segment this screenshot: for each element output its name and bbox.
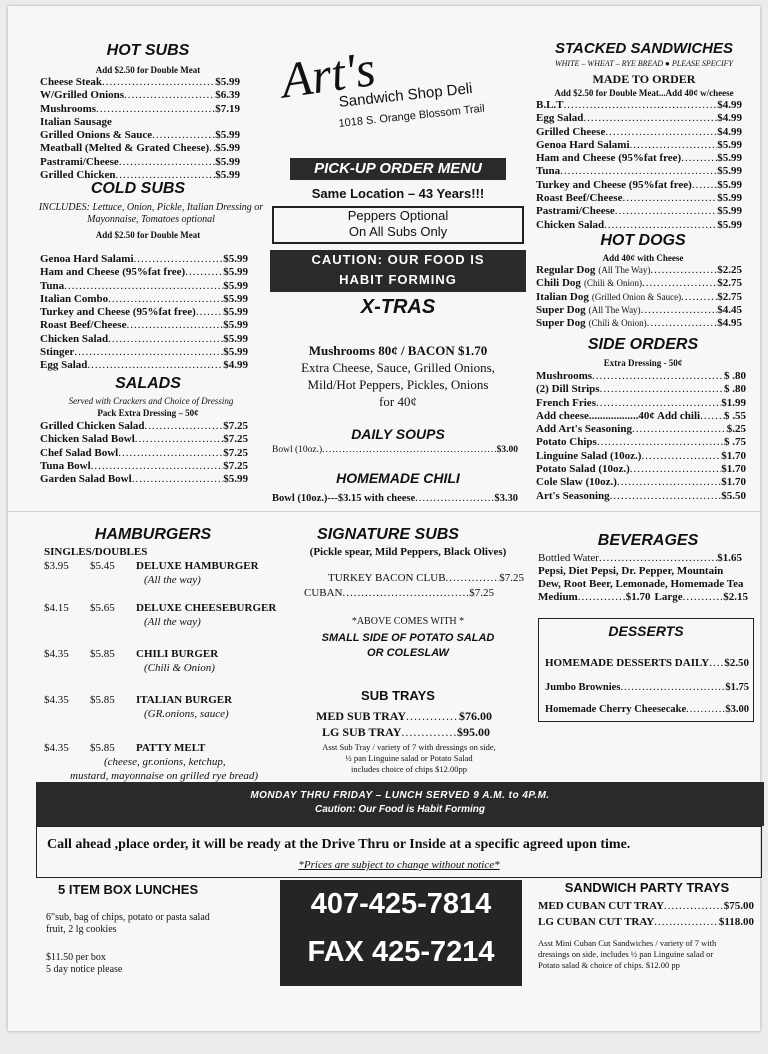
menu-item-price: $5.99	[717, 218, 742, 231]
hot-dogs-note: Add 40¢ with Cheese	[602, 253, 684, 263]
menu-item-price: $4.99	[717, 125, 742, 138]
leader-dots	[564, 99, 718, 112]
menu-item-price: $5.99	[215, 169, 240, 182]
box-lunches-price: $11.50 per box 5 day notice please	[46, 952, 123, 975]
peppers-box: Peppers Optional On All Subs Only	[272, 206, 524, 244]
menu-item-price: $ .80	[724, 370, 746, 382]
fax-number: FAX 425-7214	[307, 936, 495, 968]
leader-dots	[641, 304, 718, 317]
menu-item-detail: (Chili & Onion)	[588, 318, 647, 329]
desserts-box	[538, 618, 754, 722]
leader-dots	[630, 139, 718, 152]
menu-item-price: $4.99	[717, 112, 742, 125]
menu-item-name: Meatball (Melted & Grated Cheese)	[40, 142, 210, 155]
menu-item-row	[40, 156, 240, 169]
signature-item: TURKEY BACON CLUB ..... $7.25	[328, 572, 524, 585]
menu-item-name: Regular Dog	[536, 264, 596, 276]
chili-heading: HOMEMADE CHILI	[336, 470, 460, 486]
menu-item-row	[536, 139, 742, 152]
menu-item-price: $2.25	[717, 264, 742, 276]
salads-list	[40, 420, 248, 486]
menu-item-name: Add Art's Seasoning	[536, 423, 632, 436]
leader-dots	[91, 460, 224, 473]
menu-item-price: $ .75	[724, 436, 746, 449]
signature-item: CUBAN ..... $7.25	[304, 587, 494, 600]
party-trays-heading: SANDWICH PARTY TRAYS	[564, 880, 730, 895]
menu-item-name: Chili Dog	[536, 277, 581, 290]
menu-item-row	[536, 112, 742, 125]
signature-note: (Pickle spear, Mild Peppers, Black Olives)	[309, 546, 507, 558]
menu-item-name: Genoa Hard Salami	[536, 138, 630, 151]
menu-item-price: $5.99	[223, 346, 248, 359]
hot-subs-heading: HOT SUBS	[106, 42, 190, 59]
menu-item-row	[536, 383, 746, 396]
menu-item-row	[40, 103, 240, 116]
menu-item-row	[536, 370, 746, 383]
menu-item-row	[536, 317, 742, 330]
menu-item-row	[536, 397, 746, 410]
menu-sheet: HOT SUBS Add $2.50 for Double Meat Cheese Steak ..... $5.99 W/Grilled Onions ..... $6.39 Mushrooms ..... $7.19 Italian Sausage Grilled Onions & Sauce ..... $5.99 Meatball (Melted & Grated Cheese) ..... $5.99 Pastrami/Cheese ..... $5.99 Grilled Chicken ..... $5.99 COLD SUBS INCLUDES: Lettuce, Onion, Pickle, Italian Dressing or Mayonnaise, Tomatoes optional Add $2.50 for Double Meat Genoa Hard Salami ..... $5.99 Ham and Cheese (95%fat free) ..... $5.99 Tuna ..... $5.99 Italian Combo ..... $5.99 Turkey and Cheese (95%fat free) ..... $5.99 Roast Beef/Cheese ..... $5.99 Chicken Salad ..... $5.99 Stinger ..... $5.99 Egg Salad ..... $4.99 SALADS Served with Crackers and Choice of Dressing Pack Extra Dressing – 50¢ Grilled Chicken Salad ..... $7.25 Chicken Salad Bowl ..... $7.25 Chef Salad Bowl ..... $7.25 Tuna Bowl ..... $7.25 Garden Salad Bowl ..... $5.99 Art's Sandwich Shop Deli 1018 S. Orange Blossom Trail PICK-UP ORDER MENU Same Location – 43 Years!!! Peppers Optional On All Subs Only CAUTION: OUR FOOD IS HABIT FORMING X-TRAS Mushrooms 80¢ / BACON $1.70 Extra Cheese, Sauce, Grilled Onions, Mild/Hot Peppers, Pickles, Onions for 40¢ DAILY SOUPS Bowl (10oz.) ..... $3.00 HOMEMADE CHILI Bowl (10oz.)---$3.15 with cheese ..... $3.30 STACKED SANDWICHES WHITE – WHEAT – RYE BREAD ● PLEASE SPECIFY MADE TO ORDER Add $2.50 for Double Meat...Add 40¢ w/cheese B.L.T ..... $4.99 Egg Salad ..... $4.99 Grilled Cheese ..... $4.99 Genoa Hard Salami ..... $5.99 Ham and Cheese (95%fat free) ..... $5.99 Tuna ..... $5.99 Turkey and Cheese (95%fat free) ..... $5.99 Roast Beef/Cheese ..... $5.99 Pastrami/Cheese ..... $5.99 Chicken Salad ..... $5.99 HOT DOGS Add 40¢ with Cheese Regular Dog (All The Way) ..... $2.25 Chili Dog (Chili & Onion) ..... $2.75 Italian Dog (Grilled Onion & Sauce) ..... $2.75 Super Dog (All The Way) ..... $4.45 Super Dog (Chili & Onion) ..... $4.95 SIDE ORDERS Extra Dressing - 50¢ Mushrooms ..... $ .80 (2) Dill Strips ..... $ .80 French Fries ..... $1.99 Add cheese..................40¢ Add chili ..... $ .55 Add Art's Seasoning ..... $.25 Potato Chips ..... $ .75 Linguine Salad (10oz.) ..... $1.70 Potato Salad (10oz.) ..... $1.70 Cole Slaw (10oz.) ..... $1.70 Art's Seasoning ..... $5.50 HAMBURGERS SINGLES/DOUBLES $3.95 $5.45 DELUXE HAMBURGER (All the way) $4.15 $5.65 DELUXE CHEESEBURGER (All the way) $4.35 $5.85 CHILI BURGER (Chili & Onion) $4.35 $5.85 ITALIAN BURGER (GR.onions, sauce) $4.35 $5.85 PATTY MELT (cheese, gr.onions, ketchup, mustard, mayonnaise on grilled rye bread) SIGNATURE SUBS (Pickle spear, Mild Peppers, Black Olives) TURKEY BACON CLUB ..... $7.25 CUBAN ..... $7.25 *ABOVE COMES WITH * SMALL SIDE OF POTATO SALAD OR COLESLAW SUB TRAYS MED SUB TRAY ..... $76.00 LG SUB TRAY ..... $95.00 Asst Sub Tray / variety of 7 with dressings on side, ½ pan Linguine salad or Potato Salad includes choice of chips $12.00pp BEVERAGES Bottled Water ..... $1.65 Pepsi, Diet Pepsi, Dr. Pepper, Mountain Dew, Root Beer, Lemonade, Homemade Tea Medium ..... $1.70 Large ..... $2.15 DESSERTS HOMEMADE DESSERTS DAILY ..... $2.50 Jumbo Brownies ..... $1.75 Homemade Cherry Cheesecake ..... $3.00 MONDAY THRU FRIDAY – LUNCH SERVED 9 A.M. to 4P.M. Caution: Our Food is Habit Forming Call ahead ,place order, it will be ready at the Drive Thru or Inside at a specific agreed upon time. *Prices are subject to change without notice* 5 ITEM BOX LUNCHES 6"sub, bag of chips, potato or pasta salad fruit, 2 lg cookies $11.50 per box 5 day notice please 407-425-7814 FAX 425-7214 SANDWICH PARTY TRAYS MED CUBAN CUT TRAY ..... $75.00 LG CUBAN CUT TRAY ..... $118.00 Asst Mini Cuban Cut Sandwiches / variety of 7 with dressings on side, includes ½ pan Linguine salad or Potato salad & choice of chips. $12.00 pp	[8, 6, 760, 1031]
menu-item-name: Pastrami/Cheese	[536, 205, 615, 218]
menu-item-price: $5.99	[717, 152, 742, 165]
leader-dots	[600, 383, 724, 396]
menu-item-name: Genoa Hard Salami	[40, 253, 134, 265]
leader-dots	[615, 205, 717, 218]
menu-item-row	[536, 165, 742, 178]
leader-dots	[692, 179, 717, 192]
menu-item-row	[536, 450, 746, 463]
side-orders-heading: SIDE ORDERS	[587, 336, 699, 353]
dessert-item: Homemade Cherry Cheesecake ..... $3.00	[545, 703, 749, 716]
leader-dots	[597, 436, 724, 449]
party-tray-item: LG CUBAN CUT TRAY ..... $118.00	[538, 916, 754, 929]
party-trays-desc: Asst Mini Cuban Cut Sandwiches / variety of 7 with dressings on side, includes ½ pan Linguine salad or Potato salad & choice of chips. $12.00 pp	[538, 938, 717, 970]
menu-item-name: Italian Combo	[40, 292, 109, 305]
menu-item-price: $5.99	[717, 178, 742, 191]
menu-item-price: $5.99	[223, 473, 248, 486]
menu-item-row	[40, 420, 248, 433]
menu-item-name: Grilled Onions & Sauce	[40, 129, 153, 142]
menu-item-name: Cheese Steak	[40, 76, 103, 88]
leader-dots	[641, 450, 721, 463]
menu-item-row	[40, 447, 248, 460]
cold-subs-heading: COLD SUBS	[90, 180, 186, 197]
made-to-order: MADE TO ORDER	[592, 72, 696, 86]
menu-item-price: $5.99	[223, 292, 248, 305]
stacked-breads: WHITE – WHEAT – RYE BREAD ● PLEASE SPECIFY	[554, 59, 733, 68]
salads-note-1: Served with Crackers and Choice of Dressing	[68, 396, 234, 406]
leader-dots	[622, 192, 717, 205]
menu-item-price: $4.99	[717, 99, 742, 111]
menu-item-row	[536, 463, 746, 476]
menu-item-name: Ham and Cheese (95%fat free)	[536, 152, 682, 165]
menu-item-name: Super Dog	[536, 317, 586, 330]
menu-item-row	[536, 219, 742, 232]
box-lunches-desc: 6"sub, bag of chips, potato or pasta salad fruit, 2 lg cookies	[46, 912, 210, 935]
daily-soups-heading: DAILY SOUPS	[351, 426, 445, 442]
menu-item-row	[536, 152, 742, 165]
menu-item-name: Italian Sausage	[40, 115, 112, 128]
sodas-text: Pepsi, Diet Pepsi, Dr. Pepper, Mountain Dew, Root Beer, Lemonade, Homemade Tea	[538, 565, 744, 590]
menu-item-row	[40, 89, 240, 102]
menu-item-row	[536, 192, 742, 205]
menu-item-price: $1.70	[721, 463, 746, 476]
leader-dots	[135, 433, 224, 446]
menu-item-row	[40, 460, 248, 473]
menu-item-row	[536, 291, 742, 304]
xtras-heading: X-TRAS	[360, 296, 436, 318]
pickup-order-banner: PICK-UP ORDER MENU	[290, 158, 506, 180]
menu-item-detail: (Chili & Onion)	[583, 278, 642, 289]
leader-dots	[152, 129, 215, 142]
stacked-note: Add $2.50 for Double Meat...Add 40¢ w/cheese	[554, 88, 734, 98]
menu-item-price: $5.99	[717, 138, 742, 151]
menu-item-price: $7.25	[223, 446, 248, 459]
xtras-text: Mushrooms 80¢ / BACON $1.70 Extra Cheese, Sauce, Grilled Onions, Mild/Hot Peppers, Pickles, Onions for 40¢	[301, 343, 495, 409]
menu-item-row	[536, 490, 746, 503]
leader-dots	[102, 76, 215, 89]
call-ahead-box: Call ahead ,place order, it will be ready at the Drive Thru or Inside at a specific agreed upon time. *Prices are subject to change without notice*	[36, 826, 762, 878]
side-orders-note: Extra Dressing - 50¢	[603, 358, 683, 368]
sub-tray-item: LG SUB TRAY ..... $95.00	[322, 726, 490, 739]
lunch-hours-banner: MONDAY THRU FRIDAY – LUNCH SERVED 9 A.M. to 4P.M. Caution: Our Food is Habit Forming	[36, 782, 764, 826]
menu-item-price: $7.25	[223, 459, 248, 472]
leader-dots	[145, 420, 224, 433]
leader-dots	[132, 473, 224, 486]
menu-item-name: Egg Salad	[40, 359, 88, 372]
menu-item-row	[40, 266, 248, 279]
menu-item-name: Roast Beef/Cheese	[40, 319, 127, 332]
menu-item-row	[40, 280, 248, 293]
leader-dots	[74, 346, 223, 359]
menu-item-detail: (All The Way)	[588, 304, 641, 315]
menu-item-row	[40, 306, 248, 319]
fold-line	[8, 511, 760, 512]
leader-dots	[596, 397, 721, 410]
menu-item-row	[536, 436, 746, 449]
menu-item-price: $5.99	[717, 192, 742, 205]
menu-item-name: Chicken Salad	[40, 332, 109, 345]
menu-item-row	[40, 76, 240, 89]
logo: Art's Sandwich Shop Deli 1018 S. Orange Blossom Trail	[277, 39, 486, 130]
menu-item-price: $5.99	[223, 253, 248, 265]
menu-item-name: Art's Seasoning	[536, 489, 610, 502]
above-comes-with: *ABOVE COMES WITH *	[351, 616, 465, 627]
menu-item-name: Italian Dog	[536, 290, 589, 303]
menu-item-name: Chef Salad Bowl	[40, 446, 119, 459]
leader-dots	[96, 103, 215, 116]
menu-item-name: Potato Chips	[536, 436, 597, 449]
leader-dots	[605, 126, 717, 139]
menu-item-row	[536, 423, 746, 436]
menu-item-price: $5.99	[223, 266, 248, 279]
leader-dots	[592, 370, 724, 383]
stacked-list	[536, 99, 742, 232]
sub-trays-desc: Asst Sub Tray / variety of 7 with dressings on side, ½ pan Linguine salad or Potato Salad includes choice of chips $12.00pp	[322, 742, 496, 774]
party-tray-item: MED CUBAN CUT TRAY ..... $75.00	[538, 900, 754, 913]
dessert-item: HOMEMADE DESSERTS DAILY ..... $2.50	[545, 657, 749, 670]
menu-item-price: $5.99	[215, 155, 240, 168]
salads-note-2: Pack Extra Dressing – 50¢	[97, 408, 199, 418]
menu-item-row	[536, 304, 742, 317]
menu-item-price: $5.99	[223, 306, 248, 319]
leader-dots	[87, 359, 223, 372]
menu-item-name: Stinger	[40, 346, 75, 359]
menu-item-name: B.L.T	[536, 99, 564, 111]
menu-item-name: Potato Salad (10oz.)	[536, 463, 630, 476]
menu-item-name: Add cheese..................40¢ Add chili	[536, 409, 701, 422]
leader-dots	[108, 333, 223, 346]
menu-item-row	[40, 129, 240, 142]
menu-item-row	[40, 293, 248, 306]
menu-item-price: $.25	[726, 423, 746, 436]
leader-dots	[700, 410, 724, 423]
menu-item-price: $ .80	[724, 383, 746, 396]
leader-dots	[647, 317, 718, 330]
menu-item-price: $5.99	[215, 142, 240, 155]
menu-item-row	[40, 359, 248, 372]
leader-dots	[185, 266, 223, 279]
singles-doubles-label: SINGLES/DOUBLES	[44, 546, 148, 558]
menu-item-name: Grilled Chicken	[40, 169, 116, 182]
menu-item-row	[40, 116, 240, 129]
menu-item-price: $5.99	[717, 165, 742, 178]
salads-heading: SALADS	[115, 375, 181, 392]
leader-dots	[560, 165, 717, 178]
cold-subs-note: Add $2.50 for Double Meat	[95, 230, 201, 240]
desserts-heading: DESSERTS	[608, 623, 684, 639]
menu-item-name: Tuna	[536, 165, 561, 178]
menu-item-price: $1.70	[721, 476, 746, 489]
leader-dots	[630, 463, 721, 476]
leader-dots	[126, 319, 223, 332]
menu-item-price: $1.99	[721, 396, 746, 409]
sub-trays-heading: SUB TRAYS	[361, 688, 435, 703]
menu-item-row	[40, 473, 248, 486]
leader-dots	[604, 219, 717, 232]
sub-tray-item: MED SUB TRAY ..... $76.00	[316, 710, 492, 723]
leader-dots	[583, 112, 717, 125]
same-location-text: Same Location – 43 Years!!!	[311, 186, 485, 201]
menu-item-row	[40, 333, 248, 346]
side-orders-list	[536, 370, 746, 503]
leader-dots	[681, 291, 717, 304]
leader-dots	[134, 253, 224, 266]
box-lunches-heading: 5 ITEM BOX LUNCHES	[58, 882, 199, 897]
menu-item-price: $2.75	[717, 290, 742, 303]
hot-dogs-heading: HOT DOGS	[600, 232, 686, 249]
leader-dots	[610, 490, 722, 503]
menu-item-price: $5.50	[721, 489, 746, 502]
menu-item-row	[40, 142, 240, 155]
menu-item-name: Linguine Salad (10oz.)	[536, 449, 642, 462]
menu-item-price: $4.99	[223, 359, 248, 372]
menu-item-name: Tuna Bowl	[40, 459, 91, 472]
menu-item-price: $4.95	[717, 317, 742, 330]
menu-item-price: $ .55	[724, 409, 746, 422]
menu-item-price: $6.39	[215, 89, 240, 102]
menu-item-name: Ham and Cheese (95%fat free)	[40, 266, 186, 279]
menu-item-row	[536, 264, 742, 277]
leader-dots	[108, 293, 223, 306]
menu-item-name: Grilled Cheese	[536, 125, 606, 138]
menu-item-name: Tuna	[40, 279, 65, 292]
leader-dots	[118, 447, 223, 460]
menu-item-detail: (Grilled Onion & Sauce)	[591, 291, 682, 302]
menu-item-name: Mushrooms	[40, 102, 97, 115]
menu-item-price: $2.75	[717, 277, 742, 290]
menu-item-name: Egg Salad	[536, 112, 584, 125]
menu-item-price: $5.99	[215, 129, 240, 142]
dessert-item: Jumbo Brownies ..... $1.75	[545, 681, 749, 694]
beverage-sizes-row: Medium ..... $1.70 Large ..... $2.15	[538, 591, 748, 604]
menu-item-detail: (All The Way)	[598, 265, 651, 275]
leader-dots	[196, 306, 223, 319]
menu-item-price: $1.70	[721, 449, 746, 462]
menu-item-name: Super Dog	[536, 303, 586, 316]
menu-item-name: W/Grilled Onions	[40, 89, 125, 102]
menu-item-row	[536, 476, 746, 489]
leader-dots	[119, 156, 215, 169]
chili-row: Bowl (10oz.)---$3.15 with cheese ..... $3.30	[272, 492, 518, 505]
menu-item-name: Garden Salad Bowl	[40, 473, 132, 486]
beverages-heading: BEVERAGES	[597, 532, 699, 549]
menu-item-row	[40, 253, 248, 266]
leader-dots	[681, 152, 717, 165]
menu-item-row	[40, 346, 248, 359]
soup-bowl-row: Bowl (10oz.) ..... $3.00	[272, 444, 518, 457]
phone-box	[280, 880, 522, 986]
hot-subs-list	[40, 76, 240, 182]
menu-item-row	[536, 99, 742, 112]
leader-dots	[617, 476, 721, 489]
bottled-water-row: Bottled Water ..... $1.65	[538, 552, 742, 565]
menu-item-name: (2) Dill Strips	[536, 383, 600, 396]
menu-item-row	[536, 179, 742, 192]
menu-item-name: Pastrami/Cheese	[40, 155, 119, 168]
menu-item-price: $5.99	[223, 319, 248, 332]
menu-item-row	[536, 410, 746, 423]
leader-dots	[64, 280, 223, 293]
menu-item-row	[536, 277, 742, 290]
menu-item-price: $5.99	[223, 279, 248, 292]
menu-item-row	[40, 319, 248, 332]
menu-item-price: $7.19	[215, 102, 240, 115]
comes-with-sides: SMALL SIDE OF POTATO SALAD OR COLESLAW	[321, 632, 495, 659]
hot-subs-note: Add $2.50 for Double Meat	[95, 65, 201, 75]
cold-subs-includes: INCLUDES: Lettuce, Onion, Pickle, Italian Dressing or Mayonnaise, Tomatoes optional	[38, 202, 264, 225]
menu-item-price: $4.45	[717, 303, 742, 316]
leader-dots	[642, 277, 717, 290]
menu-item-price: $5.99	[717, 205, 742, 218]
menu-item-row	[40, 433, 248, 446]
leader-dots	[124, 89, 215, 102]
menu-item-name: Cole Slaw (10oz.)	[536, 476, 617, 489]
menu-item-name: Chicken Salad Bowl	[40, 433, 135, 446]
menu-item-name: Grilled Chicken Salad	[40, 420, 145, 432]
menu-item-name: Turkey and Cheese (95%fat free)	[40, 306, 196, 319]
patty-melt-desc-2: mustard, mayonnaise on grilled rye bread)	[70, 770, 258, 782]
menu-item-price: $7.25	[223, 420, 248, 432]
hot-dogs-list	[536, 264, 742, 330]
cold-subs-list	[40, 253, 248, 373]
caution-banner: CAUTION: OUR FOOD IS HABIT FORMING	[270, 250, 526, 292]
menu-item-price: $5.99	[215, 76, 240, 88]
leader-dots	[650, 264, 717, 277]
menu-item-price: $7.25	[223, 433, 248, 446]
menu-item-name: French Fries	[536, 396, 596, 409]
menu-item-name: Roast Beef/Cheese	[536, 192, 623, 205]
menu-item-price: $5.99	[223, 332, 248, 345]
hamburgers-heading: HAMBURGERS	[94, 526, 212, 543]
stacked-heading: STACKED SANDWICHES	[554, 40, 734, 57]
menu-item-row	[536, 126, 742, 139]
menu-item-name: Chicken Salad	[536, 218, 605, 231]
phone-number[interactable]: 407-425-7814	[310, 888, 492, 920]
signature-subs-heading: SIGNATURE SUBS	[317, 526, 459, 543]
menu-item-row	[536, 205, 742, 218]
leader-dots	[632, 423, 727, 436]
menu-item-name: Turkey and Cheese (95%fat free)	[536, 178, 692, 191]
menu-item-name: Mushrooms	[536, 370, 593, 382]
